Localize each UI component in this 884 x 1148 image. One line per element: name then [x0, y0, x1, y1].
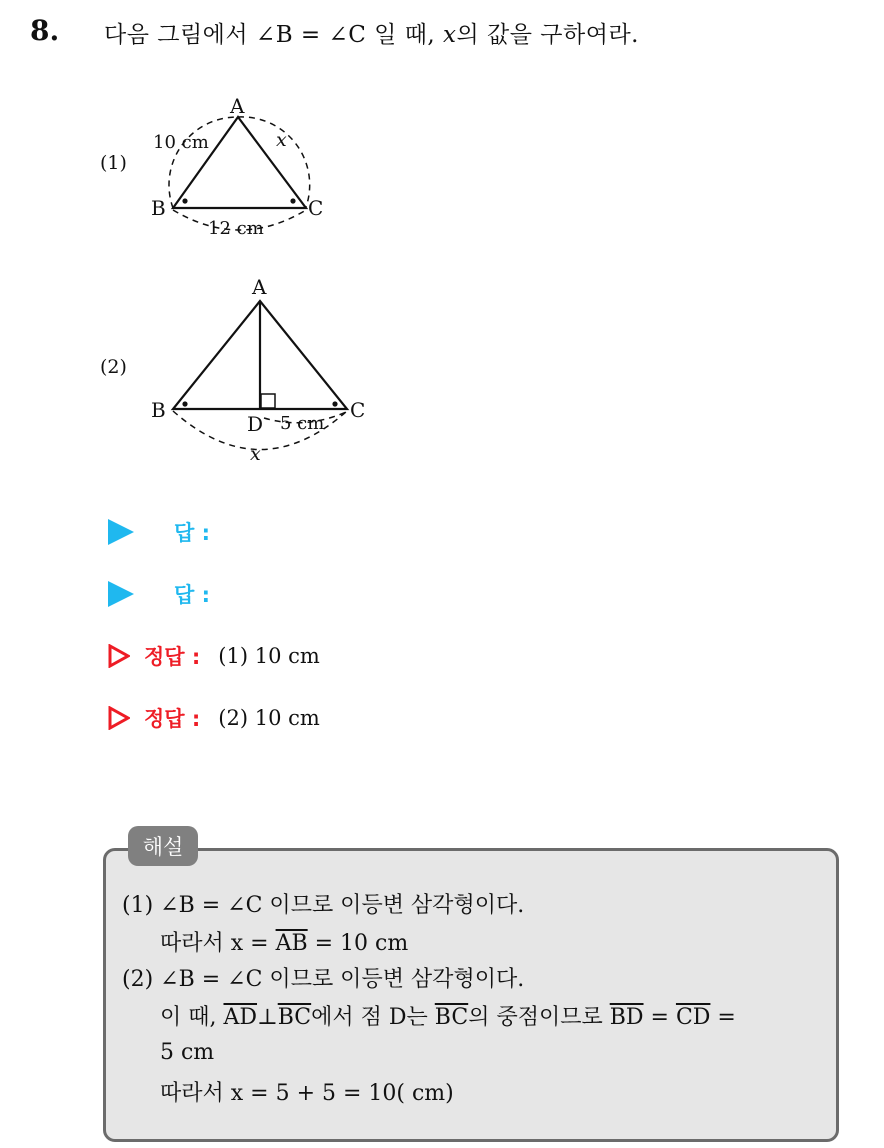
explanation-line-1: (1) ∠B = ∠C 이므로 이등변 삼각형이다.	[122, 893, 525, 918]
answer-row-1	[108, 514, 210, 550]
figure2-vertex-c: C	[350, 398, 366, 422]
explanation-line-5: 5 cm	[160, 1040, 215, 1065]
explanation-line-4	[160, 1000, 736, 1031]
correct-answer-row-1	[108, 638, 320, 674]
correct-answer-label: 정답 :	[144, 645, 201, 669]
explanation-line-4-pre: 이 때,	[160, 1005, 224, 1030]
figure2-number: (2)	[100, 356, 127, 378]
figure2-right-angle-mark	[261, 394, 275, 408]
explanation-line-4-mid2: 의 중점이므로	[468, 1005, 610, 1030]
question-text-before: 다음 그림에서 ∠B = ∠C 일 때,	[104, 22, 444, 48]
figure1-arc-ab	[169, 117, 237, 208]
figure2-vertex-b: B	[151, 398, 166, 422]
segment-bc: $\overline{BC}$	[277, 1005, 312, 1030]
correct-answer-value: (2) 10 cm	[218, 706, 320, 730]
segment-cd: $\overline{CD}$	[675, 1005, 711, 1030]
explanation-line-2-post: = 10 cm	[307, 931, 409, 956]
explanation-tab: 해설	[128, 826, 198, 866]
segment-bc-2: $\overline{BC}$	[434, 1005, 469, 1030]
play-triangle-icon	[108, 581, 134, 607]
figure1-side-bc: 12 cm	[208, 218, 264, 239]
explanation-line-3: (2) ∠B = ∠C 이므로 이등변 삼각형이다.	[122, 967, 525, 992]
explanation-line-4-tail: =	[710, 1005, 736, 1030]
answer-row-2	[108, 576, 210, 612]
answer-label: 답 :	[174, 521, 210, 545]
figure1-number: (1)	[100, 152, 127, 174]
correct-answer-row-2	[108, 700, 320, 736]
figure1-angle-c-dot	[290, 198, 295, 203]
segment-bd: $\overline{BD}$	[609, 1005, 644, 1030]
play-triangle-icon	[108, 519, 134, 545]
figure1-vertex-b: B	[151, 196, 166, 220]
figure1-side-ab: 10 cm	[153, 132, 209, 153]
explanation-line-6: 따라서 x = 5 + 5 = 10( cm)	[160, 1081, 454, 1106]
figure2-segment-bc: x	[250, 443, 261, 465]
explanation-line-2	[160, 926, 408, 957]
outline-triangle-icon	[108, 644, 130, 668]
explanation-line-2-pre: 따라서 x =	[160, 931, 276, 956]
explanation-line-4-mid: 에서 점 D는	[311, 1005, 435, 1030]
equals-sign: =	[643, 1005, 676, 1030]
segment-ad: $\overline{AD}$	[223, 1005, 258, 1030]
figure1-side-ac: x	[276, 129, 287, 151]
correct-answer-label: 정답 :	[144, 707, 201, 731]
perpendicular-symbol: ⊥	[257, 1005, 278, 1030]
question-number: 8.	[30, 14, 60, 47]
figure2-triangle	[140, 270, 380, 470]
figure2-angle-c-dot	[332, 401, 337, 406]
figure1-vertex-c: C	[308, 196, 324, 220]
figure1-triangle	[140, 90, 360, 250]
question-text	[104, 16, 639, 49]
outline-triangle-icon	[108, 706, 130, 730]
figure1-vertex-a: A	[230, 94, 245, 118]
question-text-after: 의 값을 구하여라.	[456, 22, 639, 48]
figure2-angle-b-dot	[182, 401, 187, 406]
figure2-vertex-d: D	[247, 412, 264, 436]
answer-label: 답 :	[174, 583, 210, 607]
correct-answer-value: (1) 10 cm	[218, 644, 320, 668]
figure2-segment-dc: 5 cm	[280, 413, 325, 434]
segment-ab: $\overline{AB}$	[275, 931, 308, 956]
figure1-angle-b-dot	[182, 198, 187, 203]
question-var: x	[443, 22, 457, 48]
figure2-vertex-a: A	[252, 275, 267, 299]
